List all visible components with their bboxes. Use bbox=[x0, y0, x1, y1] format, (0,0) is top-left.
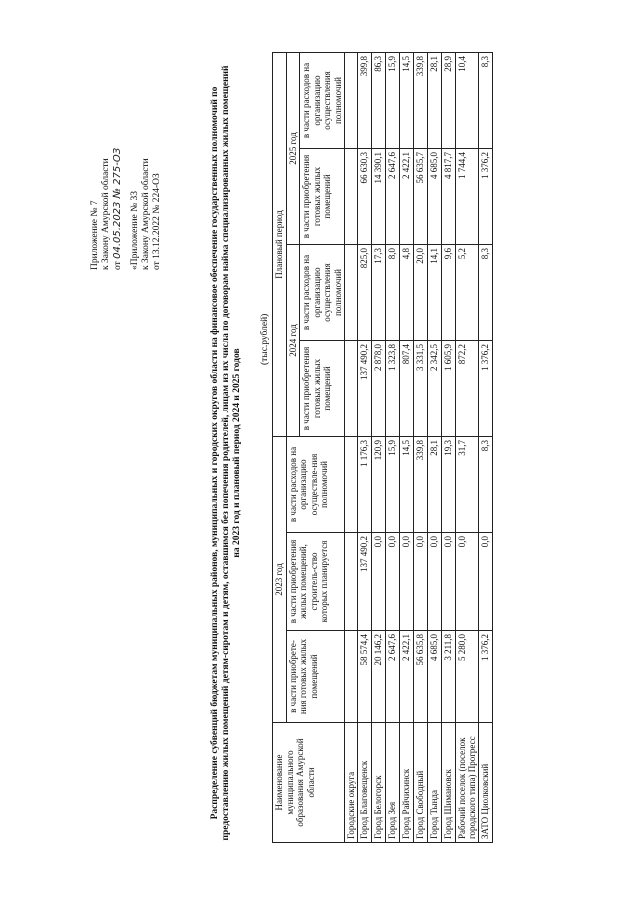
amount-cell: 0,0 bbox=[372, 533, 386, 631]
amount-cell: 2 647,6 bbox=[386, 631, 400, 723]
amount-cell: 339,8 bbox=[414, 436, 428, 532]
amount-cell: 28,1 bbox=[428, 436, 442, 532]
table-row bbox=[358, 52, 372, 842]
municipality-name: Рабочий поселок (поселок городского типа) Прогресс bbox=[456, 723, 479, 843]
handwritten-date-number: 04.05.2023 № 275-ОЗ bbox=[112, 147, 123, 259]
appendix-header bbox=[90, 50, 163, 270]
amount-cell: 0,0 bbox=[479, 533, 493, 631]
units-label: (тыс.рублей) bbox=[260, 313, 270, 365]
amount-cell: 20,0 bbox=[414, 244, 428, 340]
amount-cell: 4 685,0 bbox=[428, 631, 442, 723]
amount-cell: 120,9 bbox=[372, 436, 386, 532]
amount-cell: 2 422,1 bbox=[400, 631, 414, 723]
amount-cell: 20 146,2 bbox=[372, 631, 386, 723]
amount-cell: 4 817,7 bbox=[442, 148, 456, 244]
amount-cell: 1 376,2 bbox=[479, 340, 493, 436]
amount-cell: 5,2 bbox=[456, 244, 479, 340]
amount-cell: 9,6 bbox=[442, 244, 456, 340]
header-year-2024: 2024 год bbox=[286, 244, 300, 436]
municipality-name: Город Зея bbox=[386, 723, 400, 843]
table-row bbox=[442, 52, 456, 842]
amount-cell: 1 323,8 bbox=[386, 340, 400, 436]
municipality-name: Город Шимановск bbox=[442, 723, 456, 843]
table-row bbox=[479, 52, 493, 842]
amount-cell: 0,0 bbox=[456, 533, 479, 631]
amount-cell: 1 376,2 bbox=[479, 148, 493, 244]
amount-cell: 14 390,1 bbox=[372, 148, 386, 244]
amount-cell: 825,0 bbox=[358, 244, 372, 340]
document-title: Распределение субвенций бюджетам муниципальных районов, муниципальных и городских округов области на финансовое обеспечение государственных полномочий по предоставлению жилых помещений детям-сиротам и детям, оставшимся без попечения родителей, лицам из их числа по договорам найма специализированных жилых помещений на 2023 год и плановый период 2024 и 2025 годов bbox=[210, 65, 243, 841]
law-date-prefix: от bbox=[113, 261, 123, 270]
amount-cell: 8,3 bbox=[479, 244, 493, 340]
table-row bbox=[372, 52, 386, 842]
header-2025-admin: в части расходов на организацию осуществления полномочий bbox=[300, 52, 345, 148]
amount-cell: 1 376,2 bbox=[479, 631, 493, 723]
header-2025-ready-housing: в части приобретения готовых жилых помещений bbox=[300, 148, 345, 244]
amount-cell: 28,9 bbox=[442, 52, 456, 148]
amount-cell: 31,7 bbox=[456, 436, 479, 532]
amount-cell: 399,8 bbox=[358, 52, 372, 148]
header-2023-admin: в части расходов на организацию осуществле-ния полномочий bbox=[286, 436, 345, 532]
amount-cell: 2 878,0 bbox=[372, 340, 386, 436]
group-label: Городские округа bbox=[345, 723, 358, 843]
amount-cell: 0,0 bbox=[414, 533, 428, 631]
amount-cell: 807,4 bbox=[400, 340, 414, 436]
amount-cell: 339,8 bbox=[414, 52, 428, 148]
amount-cell: 8,0 bbox=[386, 244, 400, 340]
original-law-date: от 13.12.2022 № 224-ОЗ bbox=[152, 173, 162, 270]
amount-cell: 4,8 bbox=[400, 244, 414, 340]
amount-cell: 1 744,4 bbox=[456, 148, 479, 244]
amount-cell: 17,3 bbox=[372, 244, 386, 340]
amount-cell: 86,3 bbox=[372, 52, 386, 148]
header-2023-construction: в части приобретения жилых помещений, строитель-ство которых планируется bbox=[286, 533, 345, 631]
amount-cell: 15,9 bbox=[386, 436, 400, 532]
amount-cell: 0,0 bbox=[428, 533, 442, 631]
municipality-name: Город Благовещенск bbox=[358, 723, 372, 843]
header-2024-admin: в части расходов на организацию осуществления полномочий bbox=[300, 244, 345, 340]
amount-cell: 0,0 bbox=[386, 533, 400, 631]
municipality-name: ЗАТО Циолковский bbox=[479, 723, 493, 843]
law-date-line bbox=[112, 50, 124, 270]
amount-cell: 19,3 bbox=[442, 436, 456, 532]
amount-cell: 0,0 bbox=[442, 533, 456, 631]
table-row bbox=[414, 52, 428, 842]
header-2024-ready-housing: в части приобретения готовых жилых помещений bbox=[300, 340, 345, 436]
amount-cell: 10,4 bbox=[456, 52, 479, 148]
municipality-name: Город Тында bbox=[428, 723, 442, 843]
amount-cell: 137 490,2 bbox=[358, 340, 372, 436]
subventions-table bbox=[272, 52, 493, 843]
amount-cell: 2 422,1 bbox=[400, 148, 414, 244]
amount-cell: 3 331,5 bbox=[414, 340, 428, 436]
amount-cell: 58 574,4 bbox=[358, 631, 372, 723]
amount-cell: 3 211,8 bbox=[442, 631, 456, 723]
header-planned-period: Плановый период bbox=[273, 52, 287, 436]
amount-cell: 4 685,0 bbox=[428, 148, 442, 244]
amount-cell: 28,1 bbox=[428, 52, 442, 148]
table-row bbox=[456, 52, 479, 842]
law-reference: к Закону Амурской области bbox=[101, 158, 111, 270]
appendix-number: Приложение № 7 bbox=[90, 200, 100, 270]
table-row bbox=[428, 52, 442, 842]
header-year-2023: 2023 год bbox=[273, 436, 287, 722]
amount-cell: 15,9 bbox=[386, 52, 400, 148]
amount-cell: 56 635,7 bbox=[414, 148, 428, 244]
amount-cell: 1 176,3 bbox=[358, 436, 372, 532]
amount-cell: 2 647,6 bbox=[386, 148, 400, 244]
header-year-2025: 2025 год bbox=[286, 52, 300, 244]
table-row bbox=[386, 52, 400, 842]
original-appendix-number: «Приложение № 33 bbox=[130, 190, 140, 270]
amount-cell: 66 630,3 bbox=[358, 148, 372, 244]
amount-cell: 137 490,2 bbox=[358, 533, 372, 631]
amount-cell: 56 635,8 bbox=[414, 631, 428, 723]
amount-cell: 8,3 bbox=[479, 436, 493, 532]
header-municipality: Наименование муниципального образования Амурской области bbox=[273, 723, 345, 843]
amount-cell: 14,5 bbox=[400, 436, 414, 532]
municipality-name: Город Райчихинск bbox=[400, 723, 414, 843]
amount-cell: 5 280,0 bbox=[456, 631, 479, 723]
municipality-name: Город Белогорск bbox=[372, 723, 386, 843]
amount-cell: 0,0 bbox=[400, 533, 414, 631]
table-row bbox=[400, 52, 414, 842]
amount-cell: 872,2 bbox=[456, 340, 479, 436]
amount-cell: 8,3 bbox=[479, 52, 493, 148]
municipality-name: Город Свободный bbox=[414, 723, 428, 843]
original-law-reference: к Закону Амурской области bbox=[141, 158, 151, 270]
amount-cell: 2 342,5 bbox=[428, 340, 442, 436]
amount-cell: 14,5 bbox=[400, 52, 414, 148]
header-2023-ready-housing: в части приобрете-ния готовых жилых помещений bbox=[286, 631, 345, 723]
amount-cell: 14,1 bbox=[428, 244, 442, 340]
amount-cell: 1 605,9 bbox=[442, 340, 456, 436]
